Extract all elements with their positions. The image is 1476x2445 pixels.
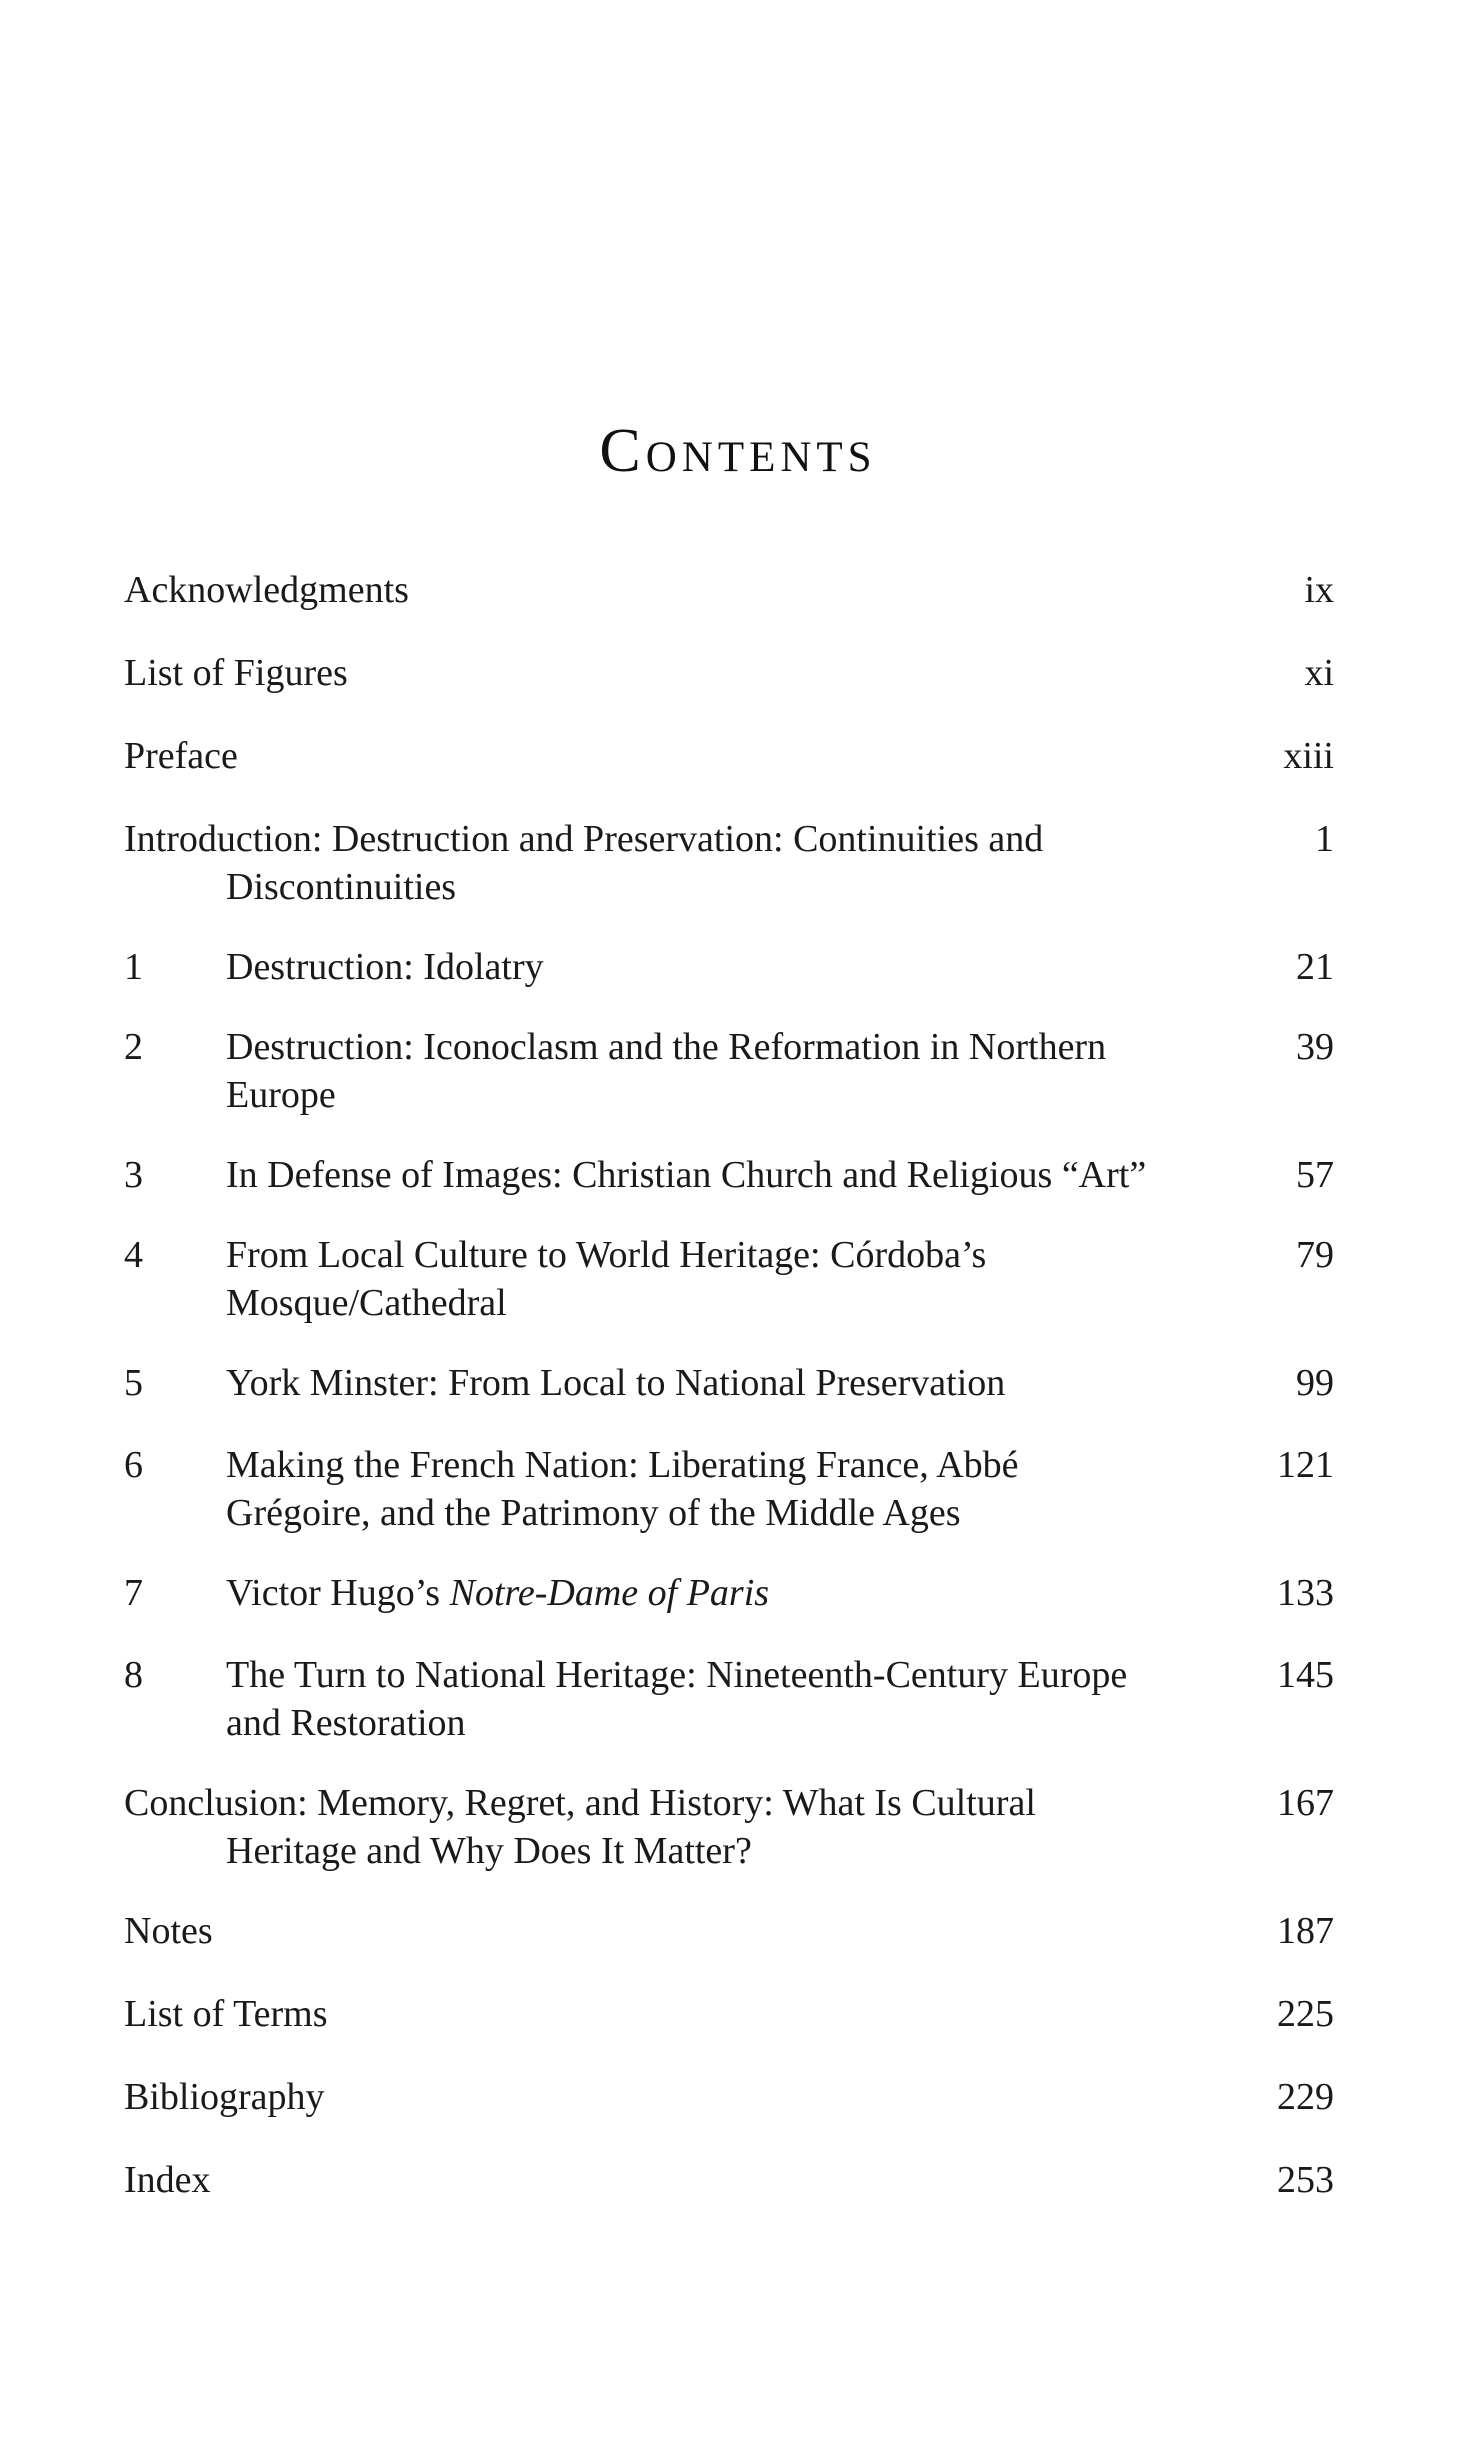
toc-entry-label: York Minster: From Local to National Preservation <box>226 1362 1006 1404</box>
toc-entry-chapter-4[interactable] <box>124 1231 1334 1327</box>
toc-entry-page: 99 <box>1296 1362 1334 1404</box>
toc-entry-page: 79 <box>1296 1234 1334 1276</box>
toc-entry-label-italic: Notre-Dame of Paris <box>449 1572 770 1614</box>
toc-entry-chapter-3[interactable] <box>124 1151 1334 1199</box>
toc-entry-label: Bibliography <box>124 2076 325 2118</box>
chapter-number: 3 <box>124 1154 143 1196</box>
toc-entry-label: The Turn to National Heritage: Nineteenth-Century Europe and Restoration <box>226 1654 1128 1744</box>
toc-entry-chapter-1[interactable] <box>124 943 1334 991</box>
toc-entry-label-prefix: Victor Hugo’s <box>226 1572 450 1614</box>
page-title: Contents <box>599 417 877 485</box>
toc-entry-list-of-terms[interactable] <box>124 1990 1334 2038</box>
toc-entry-introduction[interactable] <box>124 815 1334 911</box>
toc-entry-label: Index <box>124 2159 211 2201</box>
toc-entry-page: 133 <box>1277 1572 1334 1614</box>
chapter-number: 7 <box>124 1572 143 1614</box>
chapter-number: 1 <box>124 946 143 988</box>
toc-entry-page: xiii <box>1283 735 1334 777</box>
toc-entry-bibliography[interactable] <box>124 2073 1334 2121</box>
toc-entry-page: 225 <box>1277 1993 1334 2035</box>
toc-entry-acknowledgments[interactable] <box>124 566 1334 614</box>
chapter-number: 4 <box>124 1234 143 1276</box>
toc-entry-page: 121 <box>1277 1444 1334 1486</box>
toc-entry-label: Destruction: Iconoclasm and the Reformation in Northern Europe <box>226 1026 1107 1116</box>
toc-entry-label: Preface <box>124 735 238 777</box>
toc-entry-chapter-2[interactable] <box>124 1023 1334 1119</box>
toc-entry-page: 229 <box>1277 2076 1334 2118</box>
toc-entry-notes[interactable] <box>124 1907 1334 1955</box>
toc-entry-label: Introduction: Destruction and Preservation: Continuities and Discontinuities <box>124 818 1044 908</box>
toc-entry-page: 1 <box>1315 818 1334 860</box>
toc-entry-conclusion[interactable] <box>124 1779 1334 1875</box>
toc-entry-page: 57 <box>1296 1154 1334 1196</box>
toc-entry-label: Destruction: Idolatry <box>226 946 544 988</box>
toc-entry-preface[interactable] <box>124 732 1334 780</box>
table-of-contents <box>124 566 1334 2239</box>
toc-entry-chapter-6[interactable] <box>124 1441 1334 1537</box>
toc-entry-chapter-7[interactable] <box>124 1569 1334 1617</box>
toc-entry-page: ix <box>1304 569 1334 611</box>
toc-entry-page: xi <box>1304 652 1334 694</box>
toc-entry-chapter-8[interactable] <box>124 1651 1334 1747</box>
chapter-number: 2 <box>124 1026 143 1068</box>
toc-entry-page: 187 <box>1277 1910 1334 1952</box>
toc-entry-label: From Local Culture to World Heritage: Córdoba’s Mosque/Cathedral <box>226 1234 987 1324</box>
toc-entry-label: List of Terms <box>124 1993 328 2035</box>
toc-entry-page: 253 <box>1277 2159 1334 2201</box>
toc-entry-label: List of Figures <box>124 652 348 694</box>
toc-entry-label: Acknowledgments <box>124 569 409 611</box>
toc-entry-label: Notes <box>124 1910 213 1952</box>
toc-entry-label: Making the French Nation: Liberating France, Abbé Grégoire, and the Patrimony of the Middle Ages <box>226 1444 1019 1534</box>
toc-entry-page: 145 <box>1277 1654 1334 1696</box>
toc-entry-list-of-figures[interactable] <box>124 649 1334 697</box>
toc-entry-page: 167 <box>1277 1782 1334 1824</box>
chapter-number: 8 <box>124 1654 143 1696</box>
chapter-number: 5 <box>124 1362 143 1404</box>
toc-entry-index[interactable] <box>124 2156 1334 2204</box>
toc-entry-page: 21 <box>1296 946 1334 988</box>
toc-entry-chapter-5[interactable] <box>124 1359 1334 1407</box>
toc-entry-label: Conclusion: Memory, Regret, and History: What Is Cultural Heritage and Why Does It Matter? <box>124 1782 1036 1872</box>
toc-entry-label: In Defense of Images: Christian Church and Religious “Art” <box>226 1154 1147 1196</box>
toc-entry-page: 39 <box>1296 1026 1334 1068</box>
chapter-number: 6 <box>124 1444 143 1486</box>
